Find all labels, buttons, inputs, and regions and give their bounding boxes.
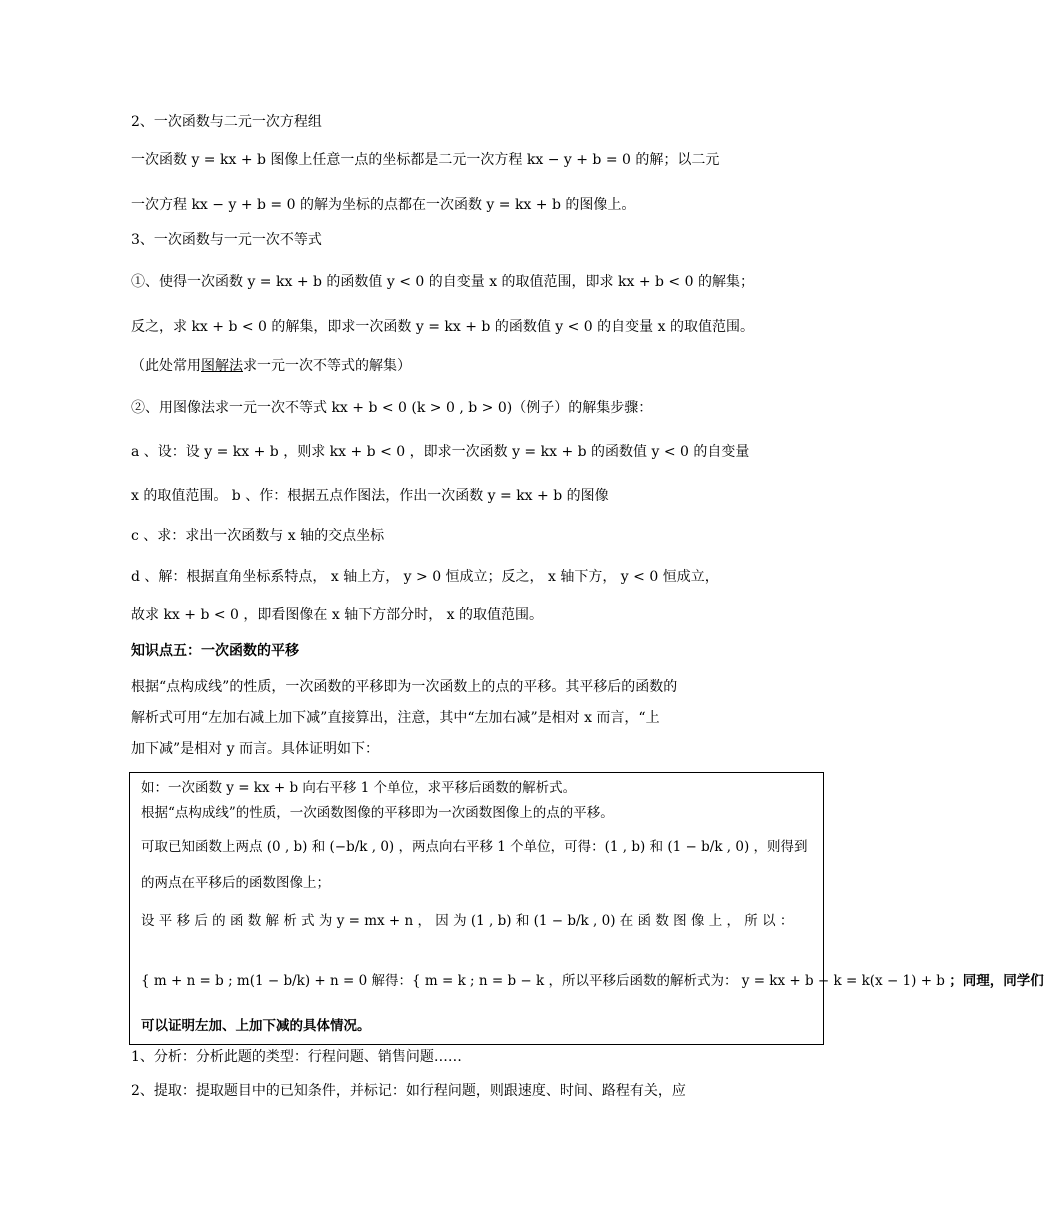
paragraph-line: ①、使得一次函数 y = kx + b 的函数值 y < 0 的自变量 x 的取值范围，即求 kx + b < 0 的解集； <box>131 274 754 290</box>
box-line: 如：一次函数 y = kx + b 向右平移 1 个单位，求平移后函数的解析式。 <box>141 780 577 796</box>
paragraph-line: 反之，求 kx + b < 0 的解集，即求一次函数 y = kx + b 的函数值 y < 0 的自变量 x 的取值范围。 <box>131 319 754 335</box>
paragraph-line: 1、分析：分析此题的类型：行程问题、销售问题…… <box>131 1049 462 1065</box>
step-a-line: a 、设：设 y = kx + b ，则求 kx + b < 0 ，即求一次函数 y = kx + b 的函数值 y < 0 的自变量 <box>131 444 750 460</box>
graphical-method-link: 图解法 <box>201 358 243 374</box>
note-prefix: （此处常用 <box>131 358 201 374</box>
box-line <box>141 971 1044 991</box>
heading-linear-and-system: 2、一次函数与二元一次方程组 <box>131 114 322 130</box>
system-and-solution: { m + n = b ; m(1 − b/k) + n = 0 解得：{ m = k ; n = b − k ，所以平移后函数的解析式为： <box>141 973 738 989</box>
paragraph-line: 加下减”是相对 y 而言。具体证明如下： <box>131 741 379 757</box>
paragraph-line: 根据“点构成线”的性质，一次函数的平移即为一次函数上的点的平移。其平移后的函数的 <box>131 679 678 695</box>
paragraph-line: 2、提取：提取题目中的已知条件，并标记：如行程问题，则跟速度、时间、路程有关，应 <box>131 1083 686 1099</box>
paragraph-line: 解析式可用“左加右减上加下减”直接算出，注意，其中“左加右减”是相对 x 而言，“上 <box>131 710 660 726</box>
box-line: 根据“点构成线”的性质，一次函数图像的平移即为一次函数图像上的点的平移。 <box>141 805 614 821</box>
step-c-line: c 、求：求出一次函数与 x 轴的交点坐标 <box>131 528 385 544</box>
step-b-line: x 的取值范围。 b 、作：根据五点作图法，作出一次函数 y = kx + b 的图像 <box>131 488 609 504</box>
section-heading: 知识点五：一次函数的平移 <box>131 643 299 659</box>
paragraph-line: 一次函数 y = kx + b 图像上任意一点的坐标都是二元一次方程 kx − y + b = 0 的解；以二元 <box>131 152 720 168</box>
box-line: 的两点在平移后的函数图像上； <box>141 875 330 891</box>
proof-box <box>129 772 1044 1045</box>
similarly-text: ；同理，同学们 <box>949 973 1044 989</box>
paragraph-line <box>131 356 411 376</box>
box-line: 设 平 移 后 的 函 数 解 析 式 为 y = mx + n ， 因 为 (1 , b) 和 (1 − b/k , 0) 在 函 数 图 像 上 ， 所 以 ： <box>141 913 794 929</box>
box-line: 可取已知函数上两点 (0 , b) 和 (−b/k , 0) ，两点向右平移 1 个单位，可得：(1 , b) 和 (1 − b/k , 0) ，则得到 <box>141 839 808 855</box>
step-d-line: d 、解：根据直角坐标系特点， x 轴上方， y > 0 恒成立；反之， x 轴下方， y < 0 恒成立， <box>131 569 719 585</box>
result-expression: y = kx + b − k = k(x − 1) + b <box>741 973 945 989</box>
paragraph-line: 一次方程 kx − y + b = 0 的解为坐标的点都在一次函数 y = kx + b 的图像上。 <box>131 197 636 213</box>
note-suffix: 求一元一次不等式的解集） <box>243 358 411 374</box>
heading-linear-and-inequality: 3、一次函数与一元一次不等式 <box>131 232 322 248</box>
paragraph-line: 故求 kx + b < 0 ，即看图像在 x 轴下方部分时， x 的取值范围。 <box>131 607 544 623</box>
paragraph-line: ②、用图像法求一元一次不等式 kx + b < 0 (k > 0 , b > 0)（例子）的解集步骤： <box>131 400 653 416</box>
box-line: 可以证明左加、上加下减的具体情况。 <box>141 1018 371 1034</box>
